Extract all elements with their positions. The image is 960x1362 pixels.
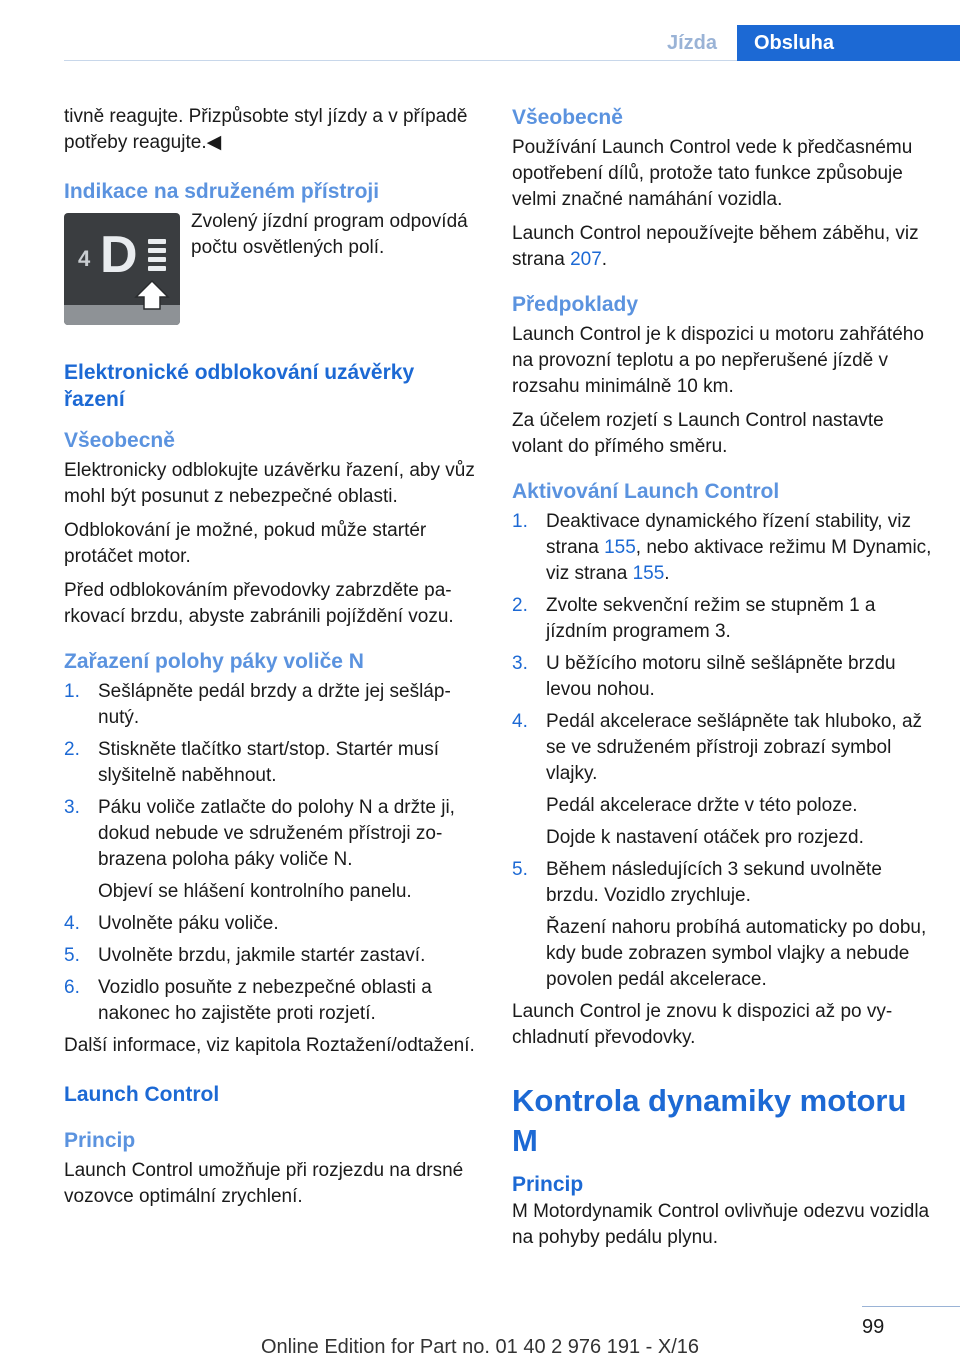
right-p3: Launch Control je k dispozici u motoru zahřátého na provozní teplotu a po nepřerušené jízdě v rozsahu minimálně 10 km.	[512, 324, 924, 397]
indikace-text: Zvolený jízdní program odpovídá počtu osvětlených polí.	[191, 211, 468, 258]
right-p6: M Motordynamik Control ovlivňuje odezvu vozidla na pohyby pedálu plynu.	[512, 1201, 930, 1248]
step-extra: Dojde k nastavení otáček pro rozjezd.	[546, 827, 864, 848]
step-number: 4.	[64, 913, 80, 934]
step-text: Sešlápněte pedál brzdy a držte jej sešlápnutý.	[98, 681, 451, 728]
aktivovani-steps	[512, 509, 932, 993]
list-item	[512, 709, 932, 851]
list-item	[512, 593, 932, 645]
step-text: Stiskněte tlačítko start/stop. Startér musí slyšitelně naběhnout.	[98, 739, 440, 786]
list-item	[512, 651, 932, 703]
edition-footer: Online Edition for Part no. 01 40 2 976 191 - X/16	[260, 1336, 700, 1358]
step-number: 6.	[64, 977, 80, 998]
launch-control-heading: Launch Control	[64, 1083, 220, 1106]
instrument-cluster-image	[64, 213, 180, 325]
princip-heading-right: Princip	[512, 1173, 584, 1196]
list-item	[64, 943, 478, 969]
predpoklady-heading: Předpoklady	[512, 293, 639, 316]
step-number: 2.	[512, 595, 528, 616]
step-number: 1.	[512, 511, 528, 532]
step-text: Deaktivace dynamického řízení stability, viz strana	[546, 511, 912, 558]
step-number: 5.	[512, 859, 528, 880]
step-text: Páku voliče zatlačte do polohy N a držte ji, dokud nebude ve sdruženém přístroji zobrazena poloha páky voliče N.	[98, 797, 455, 870]
cluster-mode-letter: D	[100, 226, 138, 284]
step-text: Zvolte sekvenční režim se stupněm 1 a jízdním programem 3.	[546, 595, 876, 642]
step-number: 2.	[64, 739, 80, 760]
step-number: 4.	[512, 711, 528, 732]
indikace-heading: Indikace na sdruženém přístroji	[64, 180, 380, 203]
list-item	[64, 737, 478, 789]
list-item	[512, 857, 932, 993]
odblokovani-heading: Elektronické odblokování uzávěrky řazení	[64, 361, 415, 411]
program-bars-icon	[148, 239, 166, 271]
step-extra: Objeví se hlášení kontrolního panelu.	[98, 881, 412, 902]
list-item	[512, 509, 932, 587]
right-p5: Launch Control je znovu k dispozici až po vychladnutí převodovky.	[512, 1001, 893, 1048]
dalsi-informace: Další informace, viz kapitola Roztažení/odtažení.	[64, 1035, 475, 1056]
page-link-155[interactable]: 155	[632, 563, 665, 584]
right-p2	[512, 221, 932, 273]
step-number: 3.	[512, 653, 528, 674]
page-link-155[interactable]: 155	[604, 537, 636, 558]
step-text: Uvolněte páku voliče.	[98, 913, 279, 934]
kontrola-heading: Kontrola dynamiky motoru M	[512, 1083, 907, 1158]
vseobecne-heading-right: Všeobecně	[512, 106, 623, 129]
vseobecne-p2: Odblokování je možné, pokud může startér protáčet motor.	[64, 520, 427, 567]
page-header	[0, 25, 960, 61]
list-item	[64, 679, 478, 731]
list-item	[64, 911, 478, 937]
zarazeni-heading: Zařazení polohy páky voliče N	[64, 650, 364, 673]
list-item	[64, 795, 478, 905]
step-number: 3.	[64, 797, 80, 818]
vseobecne-p3: Před odblokováním převodovky zabrzděte parkovací brzdu, abyste zabránili pojíždění vozu.	[64, 580, 454, 627]
aktivovani-heading: Aktivování Launch Control	[512, 480, 780, 503]
vseobecne-p1: Elektronicky odblokujte uzávěrku řazení, aby vůz mohl být posunut z nebezpečné oblasti.	[64, 460, 475, 507]
zarazeni-steps	[64, 679, 478, 1027]
princip-heading-left: Princip	[64, 1129, 136, 1152]
step-text: Vozidlo posuňte z nebezpečné oblasti a nakonec ho zajistěte proti rozjetí.	[98, 977, 432, 1024]
list-item	[64, 975, 478, 1027]
right-p1: Používání Launch Control vede k předčasnému opotřebení dílů, protože tato funkce způsobuje velmi značné namáhání vozidla.	[512, 137, 913, 210]
footer-rule	[862, 1306, 960, 1307]
vseobecne-heading-left: Všeobecně	[64, 429, 175, 452]
right-column	[512, 104, 932, 1259]
step-text: Pedál akcelerace sešlápněte tak hluboko, až se ve sdruženém přístroji zobrazí symbol vlajky.	[546, 711, 923, 784]
cluster-gear-number: 4	[78, 246, 91, 271]
step-extra: Pedál akcelerace držte v této poloze.	[546, 795, 858, 816]
intro-text: tivně reagujte. Přizpůsobte styl jízdy a v případě potřeby reagujte.◀	[64, 106, 468, 153]
princip-text-left: Launch Control umožňuje při rozjezdu na drsné vozovce optimální zrychlení.	[64, 1160, 464, 1207]
page-link-207[interactable]: 207	[570, 249, 602, 270]
tab-jizda[interactable]: Jízda	[666, 32, 718, 54]
step-text: .	[664, 563, 670, 584]
arrow-up-icon	[136, 281, 168, 309]
step-number: 5.	[64, 945, 80, 966]
step-text: Uvolněte brzdu, jakmile startér zastaví.	[98, 945, 426, 966]
cluster-icons	[64, 213, 180, 325]
step-extra: Řazení nahoru probíhá automaticky po dobu, kdy bude zobrazen symbol vlajky a nebude povolen pedál akcelerace.	[546, 917, 927, 990]
right-p2-text: Launch Control nepoužívejte během záběhu, viz strana	[512, 223, 919, 270]
page-number: 99	[862, 1316, 885, 1338]
step-number: 1.	[64, 681, 80, 702]
left-column	[64, 104, 478, 1218]
step-text: Během následujících 3 sekund uvolněte brzdu. Vozidlo zrychluje.	[546, 859, 882, 906]
step-text: U běžícího motoru silně sešlápněte brzdu levou nohou.	[546, 653, 896, 700]
right-p2-end: .	[601, 249, 608, 270]
indikace-block	[64, 209, 478, 325]
right-p4: Za účelem rozjetí s Launch Control nastavte volant do přímého směru.	[512, 410, 884, 457]
tab-obsluha[interactable]: Obsluha	[737, 25, 960, 61]
step-text: , nebo aktivace režimu M Dynamic, viz strana	[546, 537, 932, 584]
